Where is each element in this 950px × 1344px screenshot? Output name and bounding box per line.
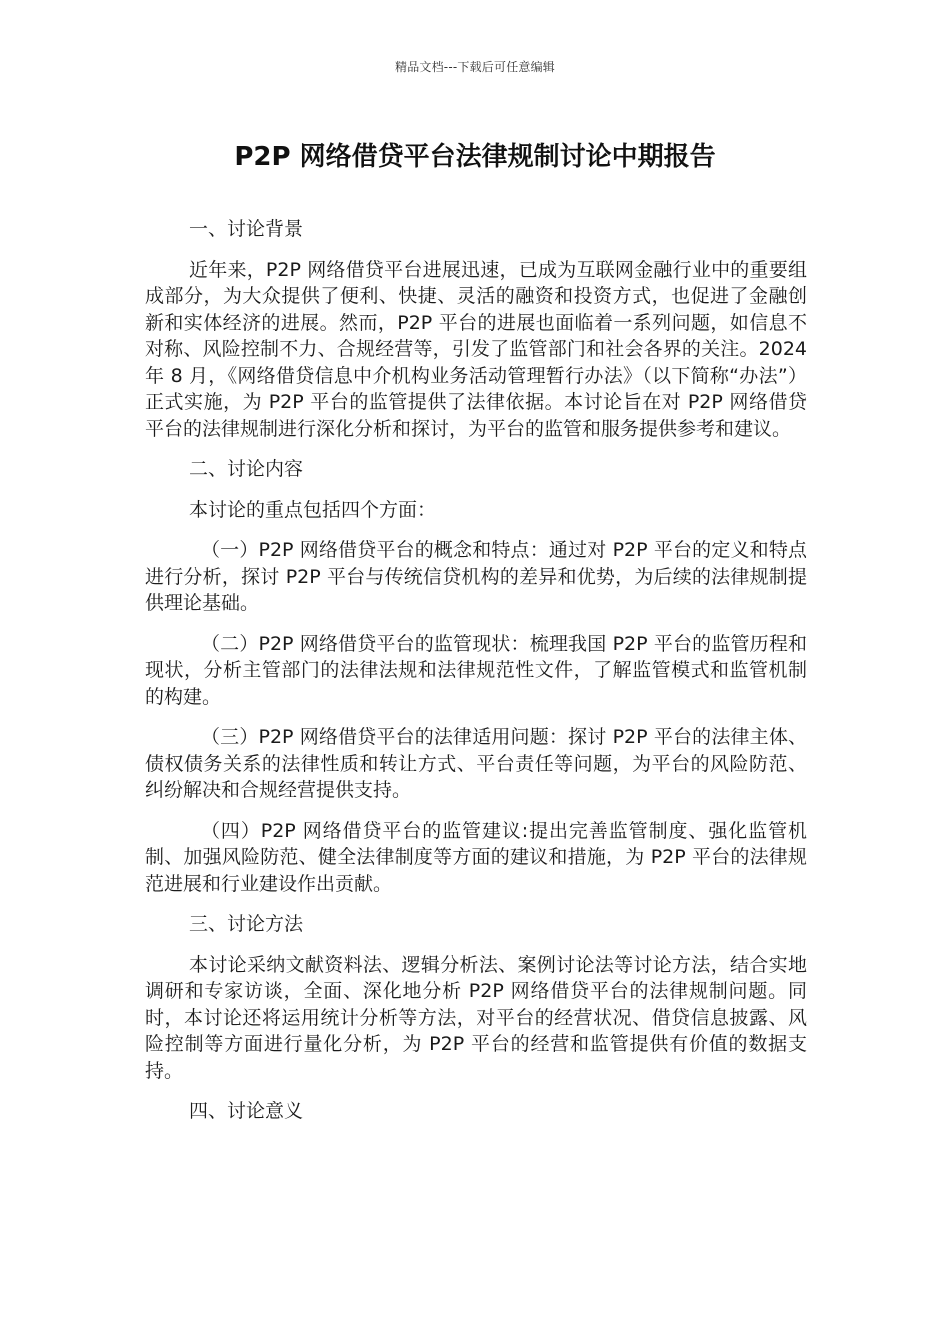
background-paragraph: 近年来，P2P 网络借贷平台进展迅速，已成为互联网金融行业中的重要组成部分，为大众提供了便利、快捷、灵活的融资和投资方式，也促进了金融创新和实体经济的进展。然而，P2P 平台的进展也面临着一系列问题，如信息不对称、风险控制不力、合规经营等，引发了监管部门和社会各界的关注。2024 年 8 月，《网络借贷信息中介机构业务活动管理暂行办法》（以下简称“办法”）正式实施，为 P2P 平台的监管提供了法律依据。本讨论旨在对 P2P 网络借贷平台的法律规制进行深化分析和探讨，为平台的监管和服务提供参考和建议。 [145, 258, 807, 440]
section-heading-background: 一、讨论背景 [189, 218, 304, 240]
section-heading-method: 三、讨论方法 [189, 913, 304, 935]
section-heading-content: 二、讨论内容 [189, 458, 304, 480]
content-intro-paragraph: 本讨论的重点包括四个方面： [189, 498, 437, 521]
content-item-4: （四）P2P 网络借贷平台的监管建议:提出完善监管制度、强化监管机制、加强风险防范、健全法律制度等方面的建议和措施，为 P2P 平台的法律规范进展和行业建设作出贡献。 [145, 819, 807, 895]
method-paragraph: 本讨论采纳文献资料法、逻辑分析法、案例讨论法等讨论方法，结合实地调研和专家访谈，全面、深化地分析 P2P 网络借贷平台的法律规制问题。同时，本讨论还将运用统计分析等方法，对平台的经营状况、借贷信息披露、风险控制等方面进行量化分析，为 P2P 平台的经营和监管提供有价值的数据支持。 [145, 953, 807, 1082]
document-title: P2P 网络借贷平台法律规制讨论中期报告 [234, 142, 716, 172]
header-note: 精品文档---下载后可任意编辑 [395, 60, 555, 74]
content-item-2: （二）P2P 网络借贷平台的监管现状：梳理我国 P2P 平台的监管历程和现状，分析主管部门的法律法规和法律规范性文件，了解监管模式和监管机制的构建。 [145, 632, 807, 708]
content-item-3: （三）P2P 网络借贷平台的法律适用问题：探讨 P2P 平台的法律主体、债权债务关系的法律性质和转让方式、平台责任等问题，为平台的风险防范、纠纷解决和合规经营提供支持。 [145, 726, 807, 801]
content-item-1: （一）P2P 网络借贷平台的概念和特点：通过对 P2P 平台的定义和特点进行分析，探讨 P2P 平台与传统信贷机构的差异和优势，为后续的法律规制提供理论基础。 [145, 539, 807, 614]
section-heading-significance: 四、讨论意义 [189, 1100, 304, 1122]
document-body [145, 216, 807, 1139]
